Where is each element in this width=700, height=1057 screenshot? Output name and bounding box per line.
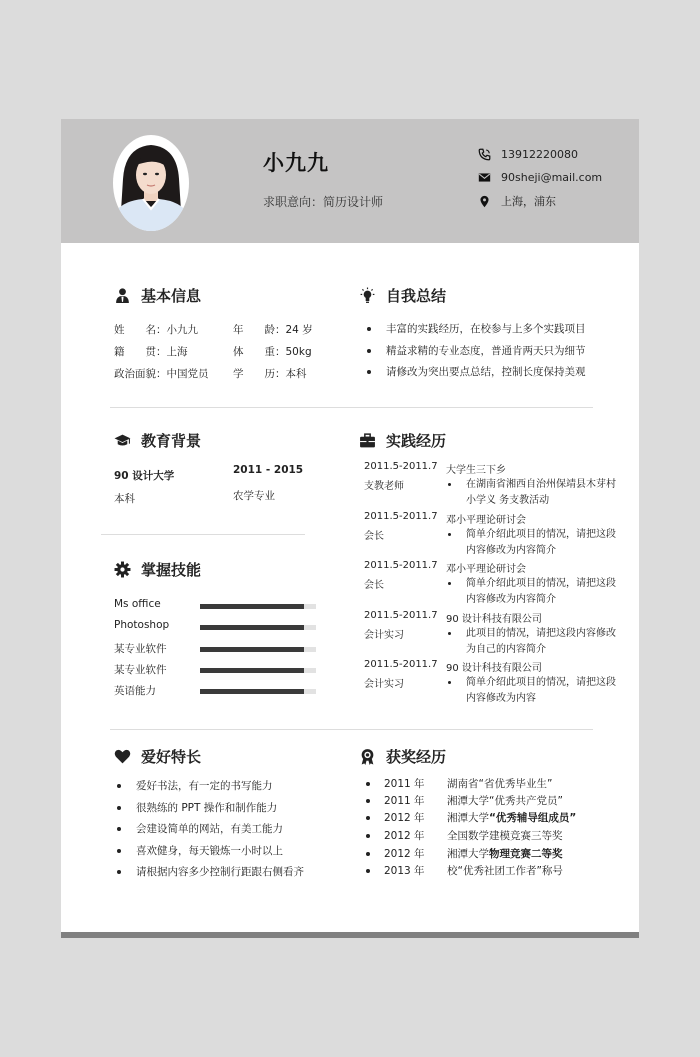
contact-location xyxy=(477,193,556,209)
experience-period: 2011.5-2011.7 xyxy=(364,610,438,621)
award-year: 2011 年 xyxy=(384,795,425,807)
skill-name: 某专业软件 xyxy=(114,643,167,655)
bullet-dot xyxy=(366,852,370,856)
experience-item xyxy=(364,461,616,506)
info-politics xyxy=(114,366,209,381)
bullet-dot xyxy=(366,782,370,786)
basic-info-heading xyxy=(113,285,201,306)
skill-bar-fill xyxy=(200,668,304,673)
hobby-item: 爱好书法，有一定的书写能力 xyxy=(114,778,334,800)
experience-title: 实践经历 xyxy=(386,432,447,450)
award-text-pre: 湘潭大学 xyxy=(447,848,489,860)
location-pin-icon xyxy=(477,194,491,208)
education-school: 90 设计大学 xyxy=(114,470,175,482)
skill-name: 某专业软件 xyxy=(114,664,167,676)
award-year: 2012 年 xyxy=(384,830,425,842)
experience-period: 2011.5-2011.7 xyxy=(364,659,438,670)
contact-phone xyxy=(477,147,578,161)
experience-desc: 简单介绍此项目的情况，请把这段内容修改为内容简介 xyxy=(446,576,616,608)
hobby-item: 请根据内容多少控制行距跟右侧看齐 xyxy=(114,864,334,886)
heart-icon xyxy=(113,748,131,766)
education-major: 农学专业 xyxy=(233,490,275,502)
info-age-label: 年 龄： xyxy=(233,324,286,336)
skill-bar-fill xyxy=(200,625,304,630)
award-text-strong: 物理竞赛二等奖 xyxy=(489,848,563,860)
info-politics-value: 中国党员 xyxy=(166,368,209,380)
experience-role: 会计实习 xyxy=(364,630,404,641)
skill-row xyxy=(114,683,324,697)
summary-title: 自我总结 xyxy=(386,287,447,305)
skill-name: Photoshop xyxy=(114,619,170,631)
experience-desc: 简单介绍此项目的情况，请把这段内容修改为内容简介 xyxy=(446,527,616,559)
info-degree-value: 本科 xyxy=(285,368,307,380)
experience-org: 90 设计科技有限公司 xyxy=(446,663,542,674)
award-text xyxy=(447,793,563,808)
info-origin-label: 籍 贯： xyxy=(114,346,167,358)
experience-role: 会长 xyxy=(364,580,384,591)
section-divider xyxy=(110,407,593,408)
education-degree: 本科 xyxy=(114,493,135,505)
info-weight-value: 50kg xyxy=(285,346,312,358)
experience-role: 支教老师 xyxy=(364,481,404,492)
info-age-value: 24 岁 xyxy=(285,324,313,336)
bullet-dot xyxy=(366,816,370,820)
skill-bar-fill xyxy=(200,647,304,652)
user-icon xyxy=(113,287,131,305)
award-text-pre: 湘潭大学 xyxy=(447,812,489,824)
award-year: 2011 年 xyxy=(384,778,425,790)
bullet-dot xyxy=(366,834,370,838)
experience-org: 90 设计科技有限公司 xyxy=(446,614,542,625)
bullet-dot xyxy=(366,869,370,873)
awards-heading xyxy=(358,746,446,767)
experience-org: 邓小平理论研讨会 xyxy=(446,515,526,526)
award-year: 2012 年 xyxy=(384,848,425,860)
candidate-name: 小九九 xyxy=(263,151,329,175)
profile-photo xyxy=(113,135,189,231)
skill-row xyxy=(114,662,324,676)
info-origin xyxy=(114,344,188,359)
experience-item xyxy=(364,511,616,556)
education-heading xyxy=(113,430,201,451)
info-politics-label: 政治面貌： xyxy=(114,368,167,380)
skill-name: 英语能力 xyxy=(114,685,156,697)
award-text xyxy=(447,863,563,878)
hobbies-title: 爱好特长 xyxy=(141,748,202,766)
hobby-item: 喜欢健身，每天锻炼一小时以上 xyxy=(114,843,334,865)
award-text xyxy=(447,810,576,825)
skills-title: 掌握技能 xyxy=(141,561,202,579)
info-name xyxy=(114,322,198,337)
award-text-pre: 湘潭大学“优秀共产党员” xyxy=(447,795,563,807)
bullet-dot xyxy=(366,799,370,803)
section-divider xyxy=(101,534,305,535)
info-name-label: 姓 名： xyxy=(114,324,167,336)
experience-org: 邓小平理论研讨会 xyxy=(446,564,526,575)
contact-email xyxy=(477,170,602,184)
lightbulb-icon xyxy=(358,287,376,305)
info-weight xyxy=(233,344,312,359)
info-origin-value: 上海 xyxy=(166,346,188,358)
page-bottom-bar xyxy=(61,932,639,938)
hobbies-list xyxy=(114,778,334,886)
experience-desc: 简单介绍此项目的情况，请把这段内容修改为内容 xyxy=(446,675,616,707)
skill-row xyxy=(114,619,324,633)
hobbies-heading xyxy=(113,746,201,767)
email-text: 90sheji@mail.com xyxy=(501,170,603,184)
location-text: 上海，浦东 xyxy=(501,195,556,208)
award-text-pre: 全国数学建模竞赛三等奖 xyxy=(447,830,563,842)
skill-bar-fill xyxy=(200,689,304,694)
hobby-item: 很熟练的 PPT 操作和制作能力 xyxy=(114,800,334,822)
skill-name: Ms office xyxy=(114,598,161,610)
resume-page xyxy=(61,119,639,937)
graduation-cap-icon xyxy=(113,432,131,450)
info-name-value: 小九九 xyxy=(166,324,198,336)
summary-item: 精益求精的专业态度，普通肯两天只为细节 xyxy=(364,343,614,365)
info-age xyxy=(233,322,313,337)
gear-icon xyxy=(113,561,131,579)
summary-heading xyxy=(358,285,446,306)
experience-period: 2011.5-2011.7 xyxy=(364,461,438,472)
info-degree xyxy=(233,366,307,381)
awards-title: 获奖经历 xyxy=(386,748,447,766)
education-years: 2011 - 2015 xyxy=(233,464,304,476)
award-text-pre: 湖南省“省优秀毕业生” xyxy=(447,778,553,790)
skill-bar-fill xyxy=(200,604,304,609)
award-text-pre: 校“优秀社团工作者”称号 xyxy=(447,865,563,877)
award-text xyxy=(447,846,563,861)
phone-text: 13912220080 xyxy=(501,147,578,161)
skill-row xyxy=(114,598,324,612)
experience-item xyxy=(364,560,616,605)
education-title: 教育背景 xyxy=(141,432,202,450)
phone-icon xyxy=(477,147,491,161)
summary-item: 请修改为突出要点总结，控制长度保持美观 xyxy=(364,364,614,386)
skill-bar-track xyxy=(200,689,316,694)
job-objective: 求职意向：简历设计师 xyxy=(263,195,384,209)
experience-item xyxy=(364,610,616,655)
skill-bar-track xyxy=(200,647,316,652)
summary-item: 丰富的实践经历，在校参与上多个实践项目 xyxy=(364,321,614,343)
award-text xyxy=(447,828,563,843)
skill-bar-track xyxy=(200,625,316,630)
experience-item xyxy=(364,659,616,704)
basic-info-title: 基本信息 xyxy=(141,287,202,305)
award-text-strong: “优秀辅导组成员” xyxy=(489,812,577,824)
experience-role: 会计实习 xyxy=(364,679,404,690)
briefcase-icon xyxy=(358,432,376,450)
skills-heading xyxy=(113,559,201,580)
experience-period: 2011.5-2011.7 xyxy=(364,560,438,571)
award-year: 2013 年 xyxy=(384,865,425,877)
experience-role: 会长 xyxy=(364,531,384,542)
summary-list xyxy=(364,321,614,386)
award-year: 2012 年 xyxy=(384,812,425,824)
info-weight-label: 体 重： xyxy=(233,346,286,358)
experience-org: 大学生三下乡 xyxy=(446,465,506,476)
experience-heading xyxy=(358,430,446,451)
hobby-item: 会建设简单的网站，有美工能力 xyxy=(114,821,334,843)
award-text xyxy=(447,776,552,791)
experience-desc: 此项目的情况，请把这段内容修改为自己的内容简介 xyxy=(446,626,616,658)
experience-desc: 在湖南省湘西自治州保靖县木芽村小学义 务支教活动 xyxy=(446,477,616,509)
skill-bar-track xyxy=(200,604,316,609)
skill-row xyxy=(114,641,324,655)
skill-bar-track xyxy=(200,668,316,673)
envelope-icon xyxy=(477,170,491,184)
resume-header xyxy=(61,119,639,243)
info-degree-label: 学 历： xyxy=(233,368,286,380)
section-divider xyxy=(110,729,593,730)
experience-period: 2011.5-2011.7 xyxy=(364,511,438,522)
medal-icon xyxy=(358,748,376,766)
